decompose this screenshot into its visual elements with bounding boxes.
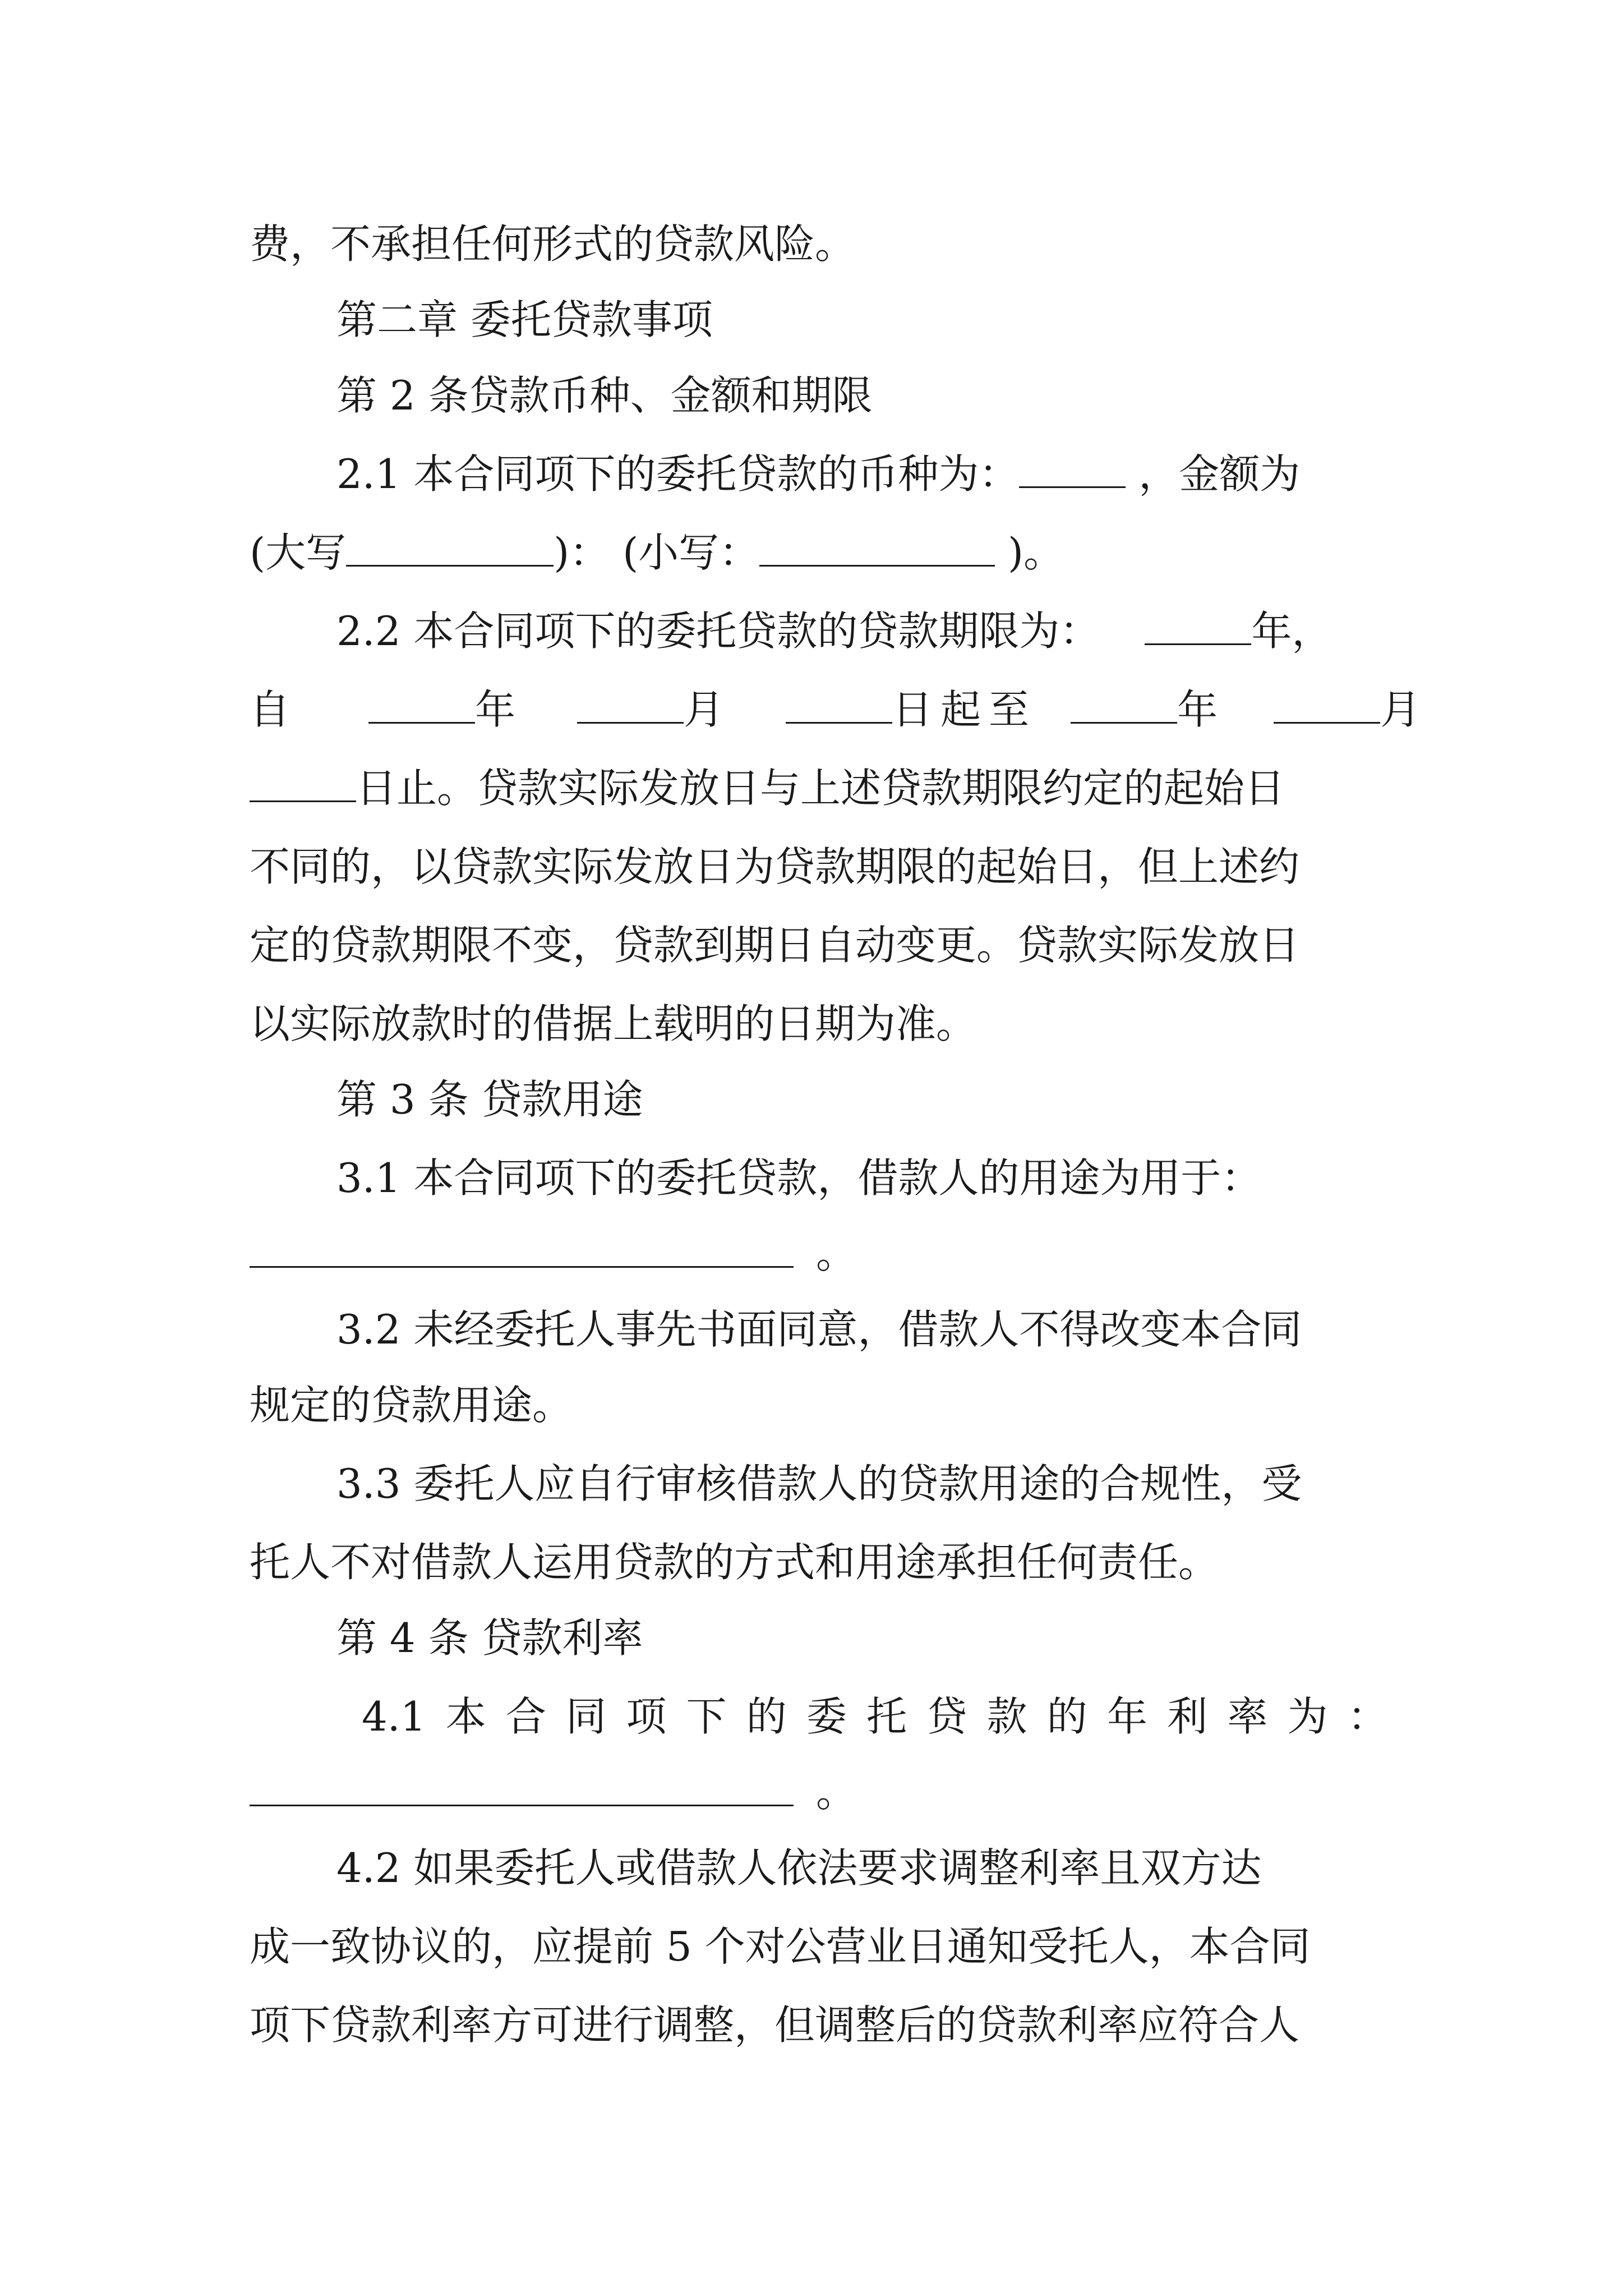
text-line: [250, 1534, 1388, 1590]
article-title: 第 2 条贷款币种、金额和期限: [336, 372, 873, 419]
clause-char: 本: [445, 1693, 486, 1740]
text-line: [336, 1840, 1388, 1896]
paragraph-text: 不同的，以贷款实际发放日为贷款期限的起始日，但上述约: [250, 843, 1300, 890]
text-line: [250, 216, 1388, 272]
clause-char: 率: [1227, 1693, 1268, 1740]
clause-text: 托人不对借款人运用贷款的方式和用途承担任何责任。: [250, 1539, 1219, 1586]
fill-blank: [250, 1227, 794, 1268]
text-line: [250, 917, 1388, 973]
text-line: [336, 1301, 1388, 1358]
fill-blank: [1019, 447, 1126, 488]
text-line: [250, 1226, 1388, 1282]
article-heading: [336, 367, 1388, 424]
fill-blank: [250, 761, 356, 802]
paragraph-text: 以实际放款时的借据上载明的日期为准。: [250, 1000, 977, 1047]
article-heading: [336, 1071, 1388, 1128]
clause-text: )： (小写：: [554, 529, 760, 576]
clause-char: 贷: [926, 1693, 967, 1740]
fill-blank: [346, 526, 554, 567]
chapter-heading: [336, 292, 1388, 348]
clause-text: 4.2 如果委托人或借款人依法要求调整利率且双方达: [336, 1844, 1262, 1892]
clause-char: 的: [746, 1693, 787, 1740]
clause-char: 同: [566, 1693, 607, 1740]
clause-text: 项下贷款利率方可进行调整，但调整后的贷款利率应符合人: [250, 2001, 1300, 2049]
text-line: [250, 760, 1388, 816]
text-line: [336, 446, 1388, 502]
clause-char: 为: [1287, 1693, 1328, 1740]
clause-text: 。: [816, 1230, 857, 1277]
chapter-title: 第二章 委托贷款事项: [336, 296, 713, 343]
clause-text: 2.1 本合同项下的委托贷款的币种为：: [336, 450, 1020, 498]
date-text: 自: [250, 686, 291, 733]
paragraph-text: 定的贷款期限不变，贷款到期日自动变更。贷款实际发放日: [250, 922, 1300, 969]
article-title: 第 3 条 贷款用途: [336, 1076, 643, 1123]
text-line: [250, 1377, 1388, 1433]
clause-text: 2.2 本合同项下的委托贷款的贷款期限为：: [336, 608, 1100, 655]
fill-blank: [250, 1765, 794, 1806]
clause-text: 。: [816, 1769, 857, 1816]
clause-text: )。: [995, 529, 1064, 576]
date-text: 年: [1177, 686, 1218, 733]
text-line: [250, 1764, 1388, 1820]
fill-blank: [759, 526, 995, 567]
text-line: [250, 1997, 1388, 2053]
clause-char: 款: [986, 1693, 1027, 1740]
text-line: [250, 524, 1388, 581]
clause-text: 3.2 未经委托人事先书面同意，借款人不得改变本合同: [336, 1306, 1302, 1353]
fill-blank: [577, 683, 684, 724]
paragraph-text: 费，不承担任何形式的贷款风险。: [250, 220, 856, 268]
clause-char: 年: [1106, 1693, 1147, 1740]
date-text: 年: [475, 686, 516, 733]
date-range-line: [250, 682, 1421, 738]
clause-text: ，金额为: [1126, 450, 1301, 498]
clause-text: 3.1 本合同项下的委托贷款，借款人的用途为用于：: [336, 1154, 1262, 1202]
date-text: 日起至: [892, 686, 1038, 733]
clause-char: 的: [1046, 1693, 1087, 1740]
clause-char: 托: [866, 1693, 907, 1740]
article-heading: [336, 1610, 1388, 1666]
clause-char: 下: [686, 1693, 727, 1740]
spaced-clause-line: [362, 1688, 1388, 1745]
fill-blank: [368, 683, 475, 724]
clause-text: 规定的贷款用途。: [250, 1382, 573, 1429]
date-text: 月: [684, 686, 725, 733]
clause-text: 成一致协议的，应提前 5 个对公营业日通知受托人，本合同: [250, 1923, 1311, 1970]
clause-number: 4.1: [362, 1693, 426, 1740]
fill-blank: [1071, 683, 1177, 724]
paragraph-text: 日止。贷款实际发放日与上述贷款期限约定的起始日: [356, 765, 1285, 812]
text-line: [336, 1150, 1388, 1206]
clause-char: 利: [1167, 1693, 1208, 1740]
fill-blank: [786, 683, 892, 724]
clause-text: (大写: [250, 529, 347, 576]
text-line: [250, 839, 1388, 895]
clause-char: 项: [626, 1693, 667, 1740]
clause-char: 合: [505, 1693, 546, 1740]
clause-text: 3.3 委托人应自行审核借款人的贷款用途的合规性，受: [336, 1460, 1302, 1507]
date-text: 月: [1380, 686, 1421, 733]
text-line: [336, 603, 1388, 659]
clause-char: 委: [806, 1693, 847, 1740]
fill-blank: [1145, 604, 1251, 645]
text-line: [250, 1918, 1388, 1975]
article-title: 第 4 条 贷款利率: [336, 1614, 643, 1662]
fill-blank: [1274, 683, 1380, 724]
clause-char: ：: [1347, 1693, 1388, 1740]
text-line: [336, 1456, 1388, 1512]
clause-text: 年，: [1251, 608, 1332, 655]
text-line: [250, 996, 1388, 1052]
